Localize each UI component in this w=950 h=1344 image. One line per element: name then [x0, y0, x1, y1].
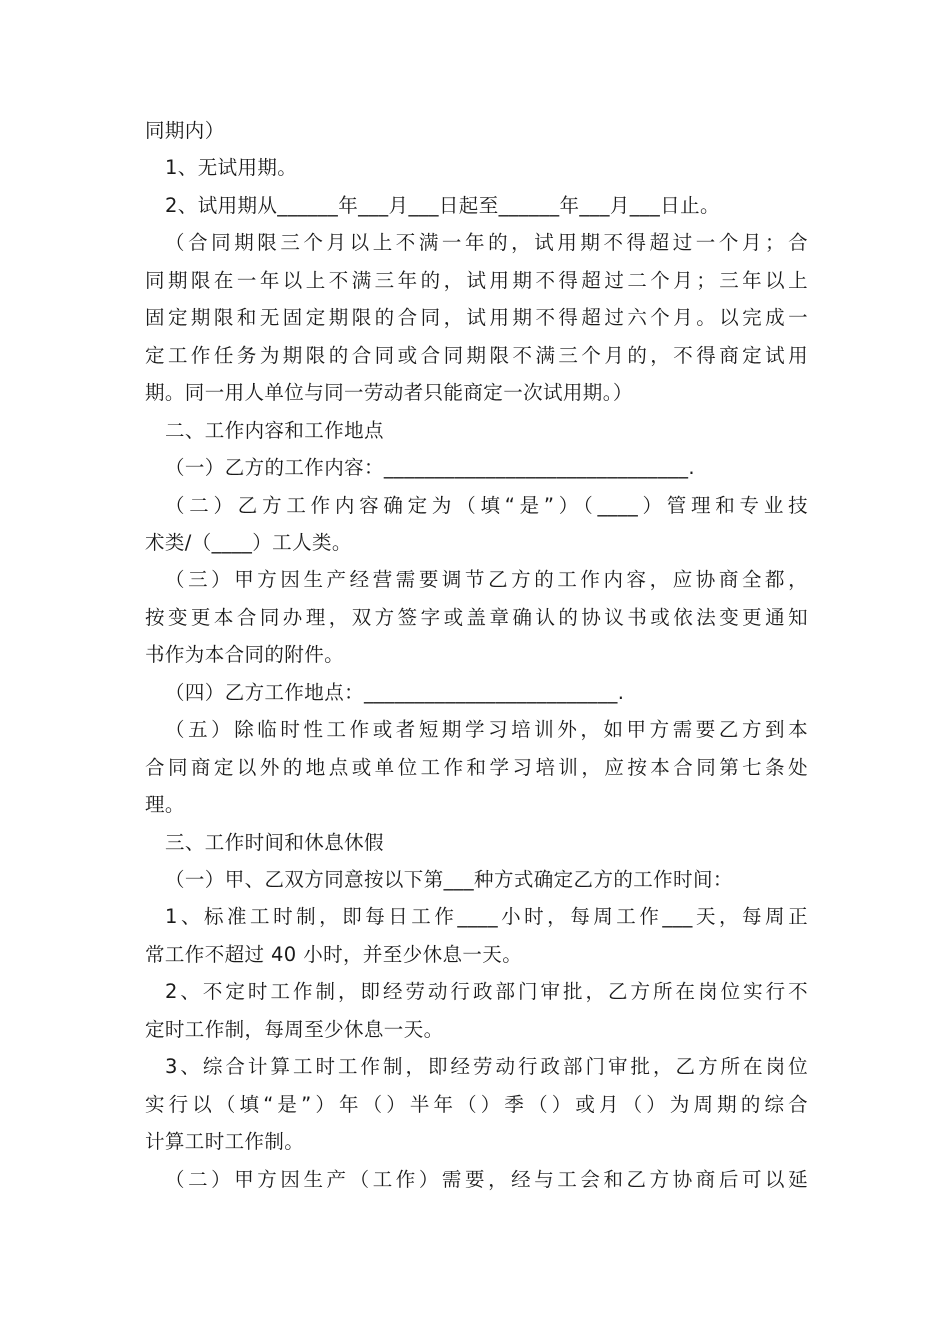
text-line: 3、综合计算工时工作制，即经劳动行政部门审批，乙方所在岗位 [165, 1055, 808, 1079]
text-line: 常工作不超过 40 小时，并至少休息一天。 [145, 942, 523, 966]
text-line: （三）甲方因生产经营需要调节乙方的工作内容，应协商全都， [165, 568, 808, 592]
text-line: 术类/（____）工人类。 [145, 530, 352, 554]
text-line: （合同期限三个月以上不满一年的，试用期不得超过一个月；合 [165, 231, 808, 255]
text-line: 合同商定以外的地点或单位工作和学习培训，应按本合同第七条处 [145, 755, 808, 779]
text-line: （五）除临时性工作或者短期学习培训外，如甲方需要乙方到本 [165, 718, 808, 742]
text-line: （一）甲、乙双方同意按以下第___种方式确定乙方的工作时间： [165, 868, 733, 891]
text-line: 定工作任务为期限的合同或合同期限不满三个月的，不得商定试用 [145, 343, 808, 367]
text-line: 理。 [145, 793, 185, 817]
text-line: 实行以（填“是”）年（）半年（）季（）或月（）为周期的综合 [145, 1092, 808, 1116]
text-line: 2、试用期从______年___月___日起至______年___月___日止。 [165, 193, 720, 217]
text-line: 固定期限和无固定期限的合同，试用期不得超过六个月。以完成一 [145, 306, 808, 330]
text-line: （二）甲方因生产（工作）需要，经与工会和乙方协商后可以延 [165, 1167, 808, 1191]
text-line: 1、标准工时制，即每日工作____小时，每周工作___天，每周正 [165, 905, 808, 929]
text-line: 二、工作内容和工作地点 [165, 418, 384, 442]
text-line: 三、工作时间和休息休假 [165, 830, 384, 854]
text-line: 2、不定时工作制，即经劳动行政部门审批，乙方所在岗位实行不 [165, 980, 808, 1004]
text-line: 同期内） [145, 119, 225, 142]
text-line: （一）乙方的工作内容：______________________________. [165, 456, 695, 480]
text-line: 计算工时工作制。 [145, 1130, 305, 1154]
text-line: 定时工作制，每周至少休息一天。 [145, 1017, 444, 1041]
text-line: 书作为本合同的附件。 [145, 643, 345, 667]
text-line: 同期限在一年以上不满三年的，试用期不得超过二个月；三年以上 [145, 268, 808, 292]
text-line: （四）乙方工作地点：_________________________. [165, 680, 625, 704]
text-line: 期。同一用人单位与同一劳动者只能商定一次试用期。） [145, 381, 633, 405]
text-line: 按变更本合同办理，双方签字或盖章确认的协议书或依法变更通知 [145, 605, 808, 629]
text-line: （二）乙方工作内容确定为（填“是”）（____）管理和专业技 [165, 493, 808, 517]
text-line: 1、无试用期。 [165, 156, 298, 180]
